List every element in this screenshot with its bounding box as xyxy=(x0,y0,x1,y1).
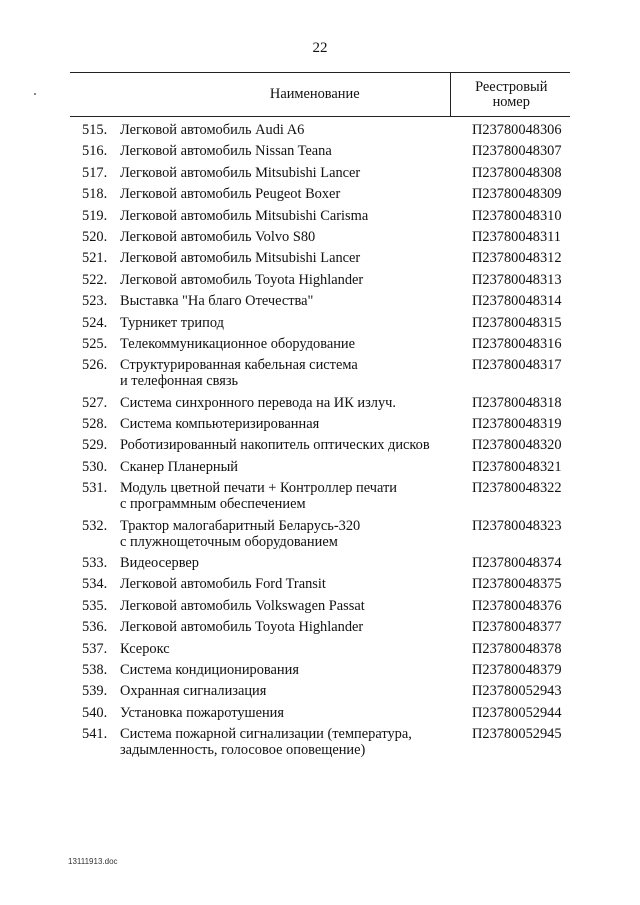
row-number: 535. xyxy=(82,597,108,614)
row-name: Легковой автомобиль Volvo S80 xyxy=(120,228,316,245)
table-row xyxy=(70,641,570,662)
row-registry-number: П23780048317 xyxy=(472,357,562,374)
table-row xyxy=(70,272,570,293)
row-number: 517. xyxy=(82,164,108,181)
row-registry-number: П23780048313 xyxy=(472,271,562,288)
row-number: 528. xyxy=(82,416,108,433)
row-registry-number: П23780048378 xyxy=(472,640,562,657)
row-number: 515. xyxy=(82,122,108,138)
row-registry-number: П23780048323 xyxy=(472,517,562,534)
row-number: 531. xyxy=(82,480,108,497)
table-row xyxy=(70,293,570,314)
table-row xyxy=(70,165,570,186)
footer-file-name: 13111913.doc xyxy=(68,857,118,866)
row-name: Легковой автомобиль Mitsubishi Carisma xyxy=(120,207,369,224)
table-row xyxy=(70,336,570,357)
row-registry-number: П23780048322 xyxy=(472,480,562,497)
row-number: 538. xyxy=(82,661,108,678)
row-number: 527. xyxy=(82,394,108,411)
table-row xyxy=(70,416,570,437)
row-name: Легковой автомобиль Nissan Teana xyxy=(120,143,332,160)
table-header xyxy=(70,73,570,117)
row-registry-number: П23780048315 xyxy=(472,314,562,331)
table-body xyxy=(70,117,570,764)
row-registry-number: П23780052943 xyxy=(472,683,562,700)
row-name: Установка пожаротушения xyxy=(120,704,285,721)
row-registry-number: П23780048320 xyxy=(472,437,562,454)
table-row xyxy=(70,705,570,726)
row-name: Турникет трипод xyxy=(120,314,224,331)
row-registry-number: П23780048321 xyxy=(472,458,562,475)
row-name: Структурированная кабельная система и телефонная связь xyxy=(120,357,358,390)
row-number: 529. xyxy=(82,437,108,454)
header-registry-number xyxy=(450,73,570,117)
row-registry-number: П23780048377 xyxy=(472,619,562,636)
row-name: Сканер Планерный xyxy=(120,458,238,475)
row-name: Легковой автомобиль Toyota Highlander xyxy=(120,619,364,636)
row-name: Выставка "На благо Отечества" xyxy=(120,293,314,310)
row-number: 516. xyxy=(82,143,108,160)
table-row xyxy=(70,186,570,207)
row-number: 519. xyxy=(82,207,108,224)
table-row xyxy=(70,726,570,763)
table-row xyxy=(70,480,570,517)
row-registry-number: П23780052945 xyxy=(472,726,562,743)
table-row xyxy=(70,229,570,250)
row-name: Легковой автомобиль Mitsubishi Lancer xyxy=(120,250,361,267)
row-name: Ксерокс xyxy=(120,640,170,657)
row-number: 534. xyxy=(82,576,108,593)
row-name: Трактор малогабаритный Беларусь-320 с плужнощеточным оборудованием xyxy=(120,517,361,550)
row-registry-number: П23780048318 xyxy=(472,394,562,411)
table-row xyxy=(70,143,570,164)
table-row xyxy=(70,459,570,480)
registry-table xyxy=(70,72,570,764)
header-registry-label: Реестровый номер xyxy=(475,78,548,110)
row-name: Модуль цветной печати + Контроллер печати с программным обеспечением xyxy=(120,480,397,513)
row-number: 524. xyxy=(82,314,108,331)
table-row xyxy=(70,555,570,576)
row-name: Роботизированный накопитель оптических дисков xyxy=(120,437,430,454)
row-registry-number: П23780048308 xyxy=(472,164,562,181)
row-number: 522. xyxy=(82,271,108,288)
row-registry-number: П23780048310 xyxy=(472,207,562,224)
row-registry-number: П23780048316 xyxy=(472,335,562,352)
row-number: 533. xyxy=(82,555,108,572)
table-row xyxy=(70,662,570,683)
row-registry-number: П23780048312 xyxy=(472,250,562,267)
row-registry-number: П23780048307 xyxy=(472,143,562,160)
row-name: Легковой автомобиль Peugeot Boxer xyxy=(120,186,341,203)
row-name: Система пожарной сигнализации (температура, задымленность, голосовое оповещение) xyxy=(120,726,412,759)
table-row xyxy=(70,208,570,229)
row-number: 536. xyxy=(82,619,108,636)
row-registry-number: П23780048306 xyxy=(472,122,562,138)
row-registry-number: П23780048311 xyxy=(472,228,562,245)
row-name: Легковой автомобиль Volkswagen Passat xyxy=(120,597,365,614)
row-registry-number: П23780048309 xyxy=(472,186,562,203)
row-registry-number: П23780048319 xyxy=(472,416,562,433)
table-row xyxy=(70,357,570,394)
header-number-cell xyxy=(70,73,120,117)
table-row xyxy=(70,437,570,458)
row-registry-number: П23780048314 xyxy=(472,293,562,310)
row-number: 526. xyxy=(82,357,108,374)
page-number: 22 xyxy=(312,40,328,56)
row-number: 523. xyxy=(82,293,108,310)
row-number: 539. xyxy=(82,683,108,700)
row-name: Система кондиционирования xyxy=(120,661,299,678)
scan-speck xyxy=(34,93,36,95)
table-row xyxy=(70,598,570,619)
table-row xyxy=(70,117,570,144)
row-registry-number: П23780048376 xyxy=(472,597,562,614)
row-name: Охранная сигнализация xyxy=(120,683,267,700)
row-name: Легковой автомобиль Ford Transit xyxy=(120,576,326,593)
row-number: 532. xyxy=(82,517,108,534)
row-number: 521. xyxy=(82,250,108,267)
row-name: Система компьютеризированная xyxy=(120,416,320,433)
table-row xyxy=(70,683,570,704)
table-row xyxy=(70,518,570,555)
row-number: 518. xyxy=(82,186,108,203)
row-registry-number: П23780048375 xyxy=(472,576,562,593)
table-row xyxy=(70,395,570,416)
row-name: Легковой автомобиль Toyota Highlander xyxy=(120,271,364,288)
row-name: Видеосервер xyxy=(120,555,200,572)
table-row xyxy=(70,576,570,597)
header-name: Наименование xyxy=(120,73,450,117)
table-row xyxy=(70,619,570,640)
row-name: Легковой автомобиль Audi A6 xyxy=(120,122,305,138)
row-number: 525. xyxy=(82,335,108,352)
row-registry-number: П23780048379 xyxy=(472,661,562,678)
row-number: 520. xyxy=(82,228,108,245)
table-row xyxy=(70,315,570,336)
row-name: Телекоммуникационное оборудование xyxy=(120,335,356,352)
row-name: Легковой автомобиль Mitsubishi Lancer xyxy=(120,164,361,181)
table-row xyxy=(70,250,570,271)
row-number: 537. xyxy=(82,640,108,657)
row-name: Система синхронного перевода на ИК излуч. xyxy=(120,394,396,411)
row-number: 541. xyxy=(82,726,108,743)
row-registry-number: П23780052944 xyxy=(472,704,562,721)
row-registry-number: П23780048374 xyxy=(472,555,562,572)
row-number: 540. xyxy=(82,704,108,721)
row-number: 530. xyxy=(82,458,108,475)
